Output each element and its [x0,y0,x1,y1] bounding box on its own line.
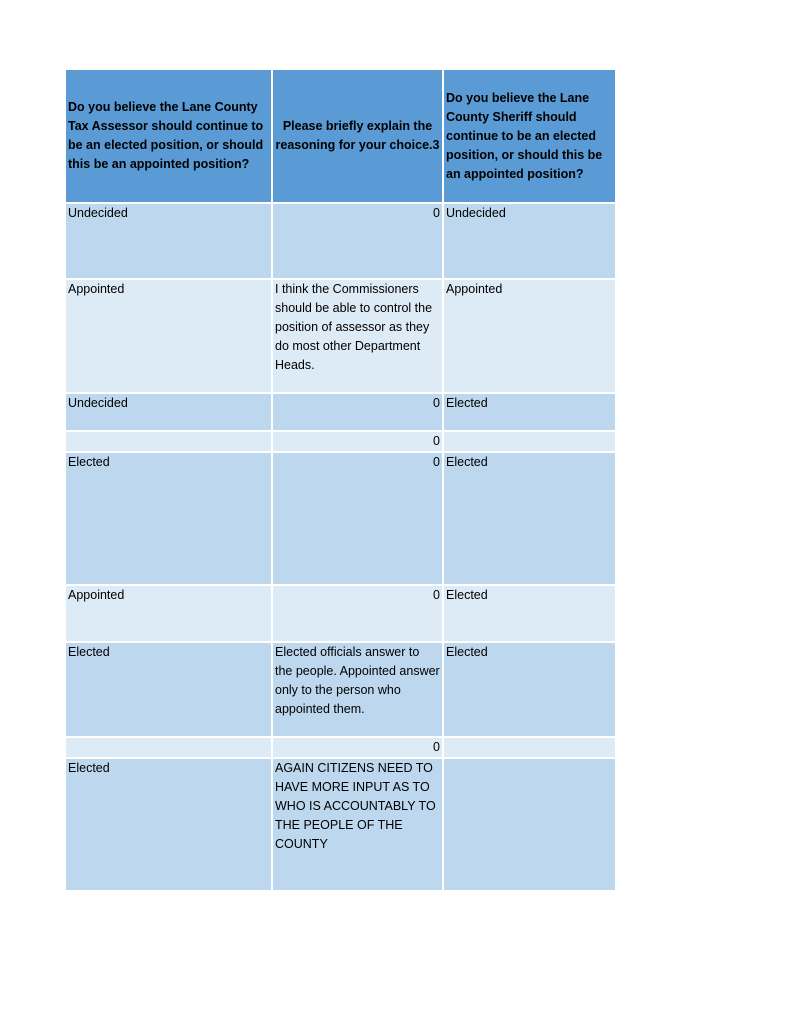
header-assessor-question: Do you believe the Lane County Tax Assessor should continue to be an elected position, or should this be an appointed position? [66,70,272,203]
sheriff-cell [443,431,615,452]
sheriff-cell: Appointed [443,279,615,393]
sheriff-cell: Elected [443,642,615,737]
header-reasoning-question: Please briefly explain the reasoning for your choice.3 [272,70,443,203]
sheriff-cell: Elected [443,585,615,642]
assessor-cell: Elected [66,642,272,737]
reason-cell: 0 [272,452,443,585]
table-row [66,452,615,585]
table-row [66,585,615,642]
assessor-cell: Appointed [66,279,272,393]
table-row [66,642,615,737]
sheriff-cell: Elected [443,393,615,431]
sheriff-cell: Elected [443,452,615,585]
table-row [66,279,615,393]
survey-table [66,70,615,892]
reason-cell: AGAIN CITIZENS NEED TO HAVE MORE INPUT AS TO WHO IS ACCOUNTABLY TO THE PEOPLE OF THE COUNTY [272,758,443,891]
table-row [66,737,615,758]
reason-cell: Elected officials answer to the people. Appointed answer only to the person who appointed them. [272,642,443,737]
sheriff-cell [443,758,615,891]
assessor-cell: Appointed [66,585,272,642]
assessor-cell: Elected [66,758,272,891]
assessor-cell [66,431,272,452]
table-row [66,758,615,891]
header-sheriff-question: Do you believe the Lane County Sheriff should continue to be an elected position, or should this be an appointed position? [443,70,615,203]
assessor-cell: Undecided [66,393,272,431]
header-row [66,70,615,203]
reason-cell: 0 [272,737,443,758]
table-row [66,393,615,431]
assessor-cell [66,737,272,758]
sheriff-cell [443,737,615,758]
reason-cell: 0 [272,431,443,452]
sheriff-cell: Undecided [443,203,615,279]
survey-sheet [66,70,615,892]
table-row [66,203,615,279]
reason-cell: 0 [272,203,443,279]
reason-cell: 0 [272,585,443,642]
assessor-cell: Elected [66,452,272,585]
assessor-cell: Undecided [66,203,272,279]
reason-cell: 0 [272,393,443,431]
table-row [66,431,615,452]
reason-cell: I think the Commissioners should be able to control the position of assessor as they do most other Department Heads. [272,279,443,393]
